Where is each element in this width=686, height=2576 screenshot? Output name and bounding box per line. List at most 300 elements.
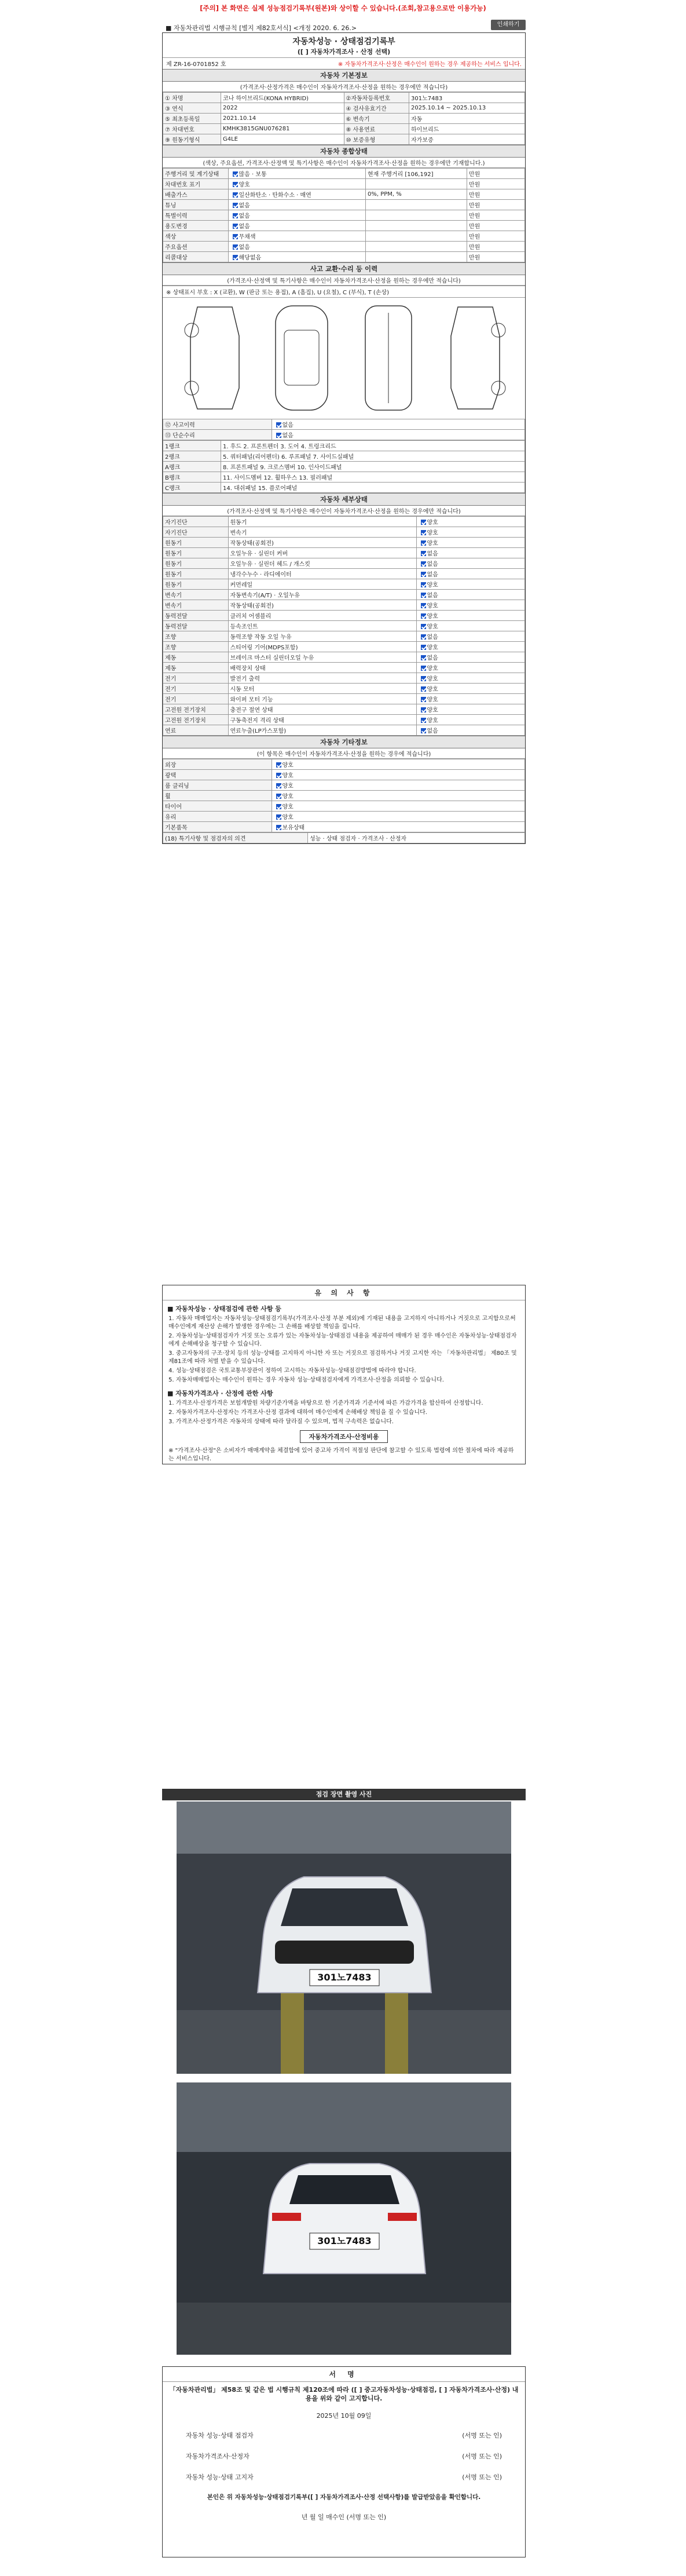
detail-status: 없음 <box>416 631 525 642</box>
checkbox[interactable] <box>233 171 238 177</box>
table-row <box>163 462 525 472</box>
general-label: 리콜대상 <box>163 252 229 262</box>
price-label: 타이어 <box>163 801 272 812</box>
general-label: 주요옵션 <box>163 242 229 252</box>
checkbox[interactable] <box>421 624 426 629</box>
general-label: 색상 <box>163 231 229 242</box>
section-general-head: 자동차 종합상태 <box>163 145 525 158</box>
general-price: 만원 <box>467 179 525 189</box>
general-status: 없음 <box>228 221 366 231</box>
general-detail <box>366 252 467 262</box>
detail-status: 양호 <box>416 704 525 715</box>
general-label: 튜닝 <box>163 200 229 210</box>
general-detail <box>366 221 467 231</box>
notice-item: 1. 가격조사·산정가격은 보험개발원 차량기준가액을 바탕으로 한 기준가격과 기준서에 따른 가감가격을 합산하여 산정합니다. <box>168 1400 483 1406</box>
section-price-head: 자동차 기타정보 <box>163 736 525 748</box>
basic-label: ⑩ 보증유형 <box>344 134 409 145</box>
general-status-table <box>163 168 525 262</box>
notice-item: 2. 자동차성능·상태점검자가 거짓 또는 오류가 있는 자동차성능·상태점검 내용을 제공하여 매매가 된 경우 매수인은 자동차성능·상태점검자에게 손해배상을 청구할 수 있습니다. <box>168 1333 517 1347</box>
basic-value: 코나 하이브리드(KONA HYBRID) <box>221 93 344 103</box>
detail-status: 없음 <box>416 652 525 663</box>
panel-rank: 1랭크 <box>163 441 221 451</box>
detail-item: 변속기 <box>228 527 416 538</box>
price-label: 광택 <box>163 770 272 780</box>
signature-lead: 「자동차관리법」 제58조 및 같은 법 시행규칙 제120조에 따라 ([ ] 중고자동차성능·상태점검, [ ] 자동차가격조사·산정) 내용을 위와 같이 고지합니다. <box>169 2386 519 2402</box>
table-row <box>163 652 525 663</box>
notice-item: 3. 가격조사·산정가격은 자동차의 상태에 따라 달라질 수 있으며, 법적 구속력은 없습니다. <box>168 1419 394 1425</box>
table-row <box>163 759 525 770</box>
notice-item: 5. 자동차매매업자는 매수인이 원하는 경우 자동차 성능·상태점검자에게 가격조사·산정을 의뢰할 수 있습니다. <box>168 1377 444 1383</box>
basic-label: ⑥ 변속기 <box>344 114 409 124</box>
detail-status: 양호 <box>416 611 525 621</box>
title-block <box>163 33 525 57</box>
basic-value: 2021.10.14 <box>221 114 344 124</box>
table-row <box>163 780 525 791</box>
checkbox[interactable] <box>421 634 426 640</box>
detail-status: 양호 <box>416 684 525 694</box>
detail-item: 작동상태(공회전) <box>228 538 416 548</box>
table-row <box>163 441 525 451</box>
accident-table <box>163 419 525 440</box>
basic-label: ④ 검사유효기간 <box>344 103 409 114</box>
detail-item: 커먼레일 <box>228 579 416 590</box>
general-price: 만원 <box>467 242 525 252</box>
basic-value: 자동 <box>409 114 525 124</box>
issue-line <box>163 57 525 69</box>
checkbox[interactable] <box>421 686 426 692</box>
signature-slot[interactable]: (서명 또는 인) <box>462 2473 502 2481</box>
signature-title: 서 명 <box>163 2367 525 2382</box>
panel-rank: B랭크 <box>163 472 221 483</box>
general-status: 해당없음 <box>228 252 366 262</box>
table-row <box>163 801 525 812</box>
detail-group: 고전원 전기장치 <box>163 715 229 725</box>
general-detail <box>366 210 467 221</box>
general-status: 일산화탄소 · 탄화수소 · 매연 <box>228 189 366 200</box>
detail-group: 전기 <box>163 684 229 694</box>
table-row <box>163 725 525 736</box>
checkbox[interactable] <box>421 728 426 733</box>
panel-list: 5. 쿼터패널(리어펜더) 6. 루프패널 7. 사이드실패널 <box>221 451 525 462</box>
checkbox[interactable] <box>421 520 426 525</box>
notice-part2-list <box>163 1399 525 1427</box>
general-detail <box>366 200 467 210</box>
panel-table <box>163 440 525 493</box>
section-price-note: (이 항목은 매수인이 자동차가격조사·산정을 원하는 경우에 적습니다) <box>163 748 525 759</box>
panel-list: 11. 사이드멤버 12. 휠하우스 13. 필러패널 <box>221 472 525 483</box>
detail-item: 스티어링 기어(MDPS포함) <box>228 642 416 652</box>
checkbox[interactable] <box>421 551 426 556</box>
detail-status: 없음 <box>416 725 525 736</box>
detail-group: 고전원 전기장치 <box>163 704 229 715</box>
detail-status: 양호 <box>416 579 525 590</box>
table-row <box>163 569 525 579</box>
checkbox[interactable] <box>276 762 281 768</box>
table-row <box>163 548 525 558</box>
detail-status: 없음 <box>416 590 525 600</box>
form-reference: ■ 자동차관리법 시행규칙 [별지 제82호서식] <개정 2020. 6. 26.> <box>166 24 357 32</box>
checkbox[interactable] <box>233 255 238 260</box>
basic-label: ②자동차등록번호 <box>344 93 409 103</box>
warning-banner: [주의] 본 화면은 실제 성능점검기록부(원본)와 상이할 수 있습니다.(조회,참고용으로만 이용가능) <box>200 4 486 12</box>
detail-group: 조향 <box>163 631 229 642</box>
detail-item: 동력조향 작동 오일 누유 <box>228 631 416 642</box>
detail-status: 없음 <box>416 569 525 579</box>
table-row <box>163 430 525 440</box>
price-label: 외장 <box>163 759 272 770</box>
inspector-label: (18) 특기사항 및 점검자의 의견 <box>163 833 308 843</box>
general-price: 만원 <box>467 231 525 242</box>
detail-item: 냉각수누수 · 라디에이터 <box>228 569 416 579</box>
table-row <box>163 517 525 527</box>
table-row <box>163 252 525 262</box>
panel-rank: 2랭크 <box>163 451 221 462</box>
table-row <box>163 472 525 483</box>
detail-group: 원동기 <box>163 558 229 569</box>
notice-block <box>162 1285 526 1464</box>
detail-group: 제동 <box>163 663 229 673</box>
detail-status: 양호 <box>416 673 525 684</box>
section-accident-note: (가격조사·산정액 및 특기사항은 매수인이 자동차가격조사·산정을 원하는 경우에만 적습니다) <box>163 275 525 286</box>
checkbox[interactable] <box>421 697 426 702</box>
basic-value: KMHK3815GNU076281 <box>221 124 344 134</box>
detail-item: 원동기 <box>228 517 416 527</box>
notice-item: 1. 자동차 매매업자는 자동차성능·상태점검기록부(가격조사·산정 부분 제외)에 기재된 내용을 고지하지 아니하거나 거짓으로 고지함으로써 매수인에게 재산상 손해가 발생한 경우에는 그 손해를 배상할 책임을 집니다. <box>168 1316 516 1330</box>
checkbox[interactable] <box>421 561 426 567</box>
basic-info-table <box>163 92 525 145</box>
table-row <box>163 221 525 231</box>
section-detail-note: (가격조사·산정액 및 특기사항은 매수인이 자동차가격조사·산정을 원하는 경우에만 적습니다) <box>163 506 525 516</box>
price-table <box>163 759 525 832</box>
page-subtitle: ([ ] 자동차가격조사 · 산정 선택) <box>297 48 391 56</box>
table-row <box>163 822 525 832</box>
checkbox[interactable] <box>421 666 426 671</box>
general-price: 만원 <box>467 189 525 200</box>
detail-item: 오일누유 · 실린더 커버 <box>228 548 416 558</box>
car-front-photo-icon <box>177 1802 511 2074</box>
signature-date: 2025년 10월 09일 <box>316 2412 372 2420</box>
checkbox[interactable] <box>421 593 426 598</box>
detail-item: 등속조인트 <box>228 621 416 631</box>
price-status: 양호 <box>272 770 525 780</box>
table-row <box>163 684 525 694</box>
detail-item: 작동상태(공회전) <box>228 600 416 611</box>
print-button[interactable]: 인쇄하기 <box>491 20 526 30</box>
basic-label: ⑤ 최초등록일 <box>163 114 221 124</box>
checkbox[interactable] <box>276 804 281 809</box>
general-price: 만원 <box>467 169 525 179</box>
table-row <box>163 631 525 642</box>
general-price: 만원 <box>467 252 525 262</box>
table-row <box>163 673 525 684</box>
table-row <box>163 134 525 145</box>
detail-status: 없음 <box>416 558 525 569</box>
price-status: 양호 <box>272 759 525 770</box>
accident-status: 없음 <box>272 419 525 430</box>
detail-group: 원동기 <box>163 579 229 590</box>
general-status: 없음 <box>228 210 366 221</box>
table-row <box>163 770 525 780</box>
notice-part1-list <box>163 1314 525 1385</box>
detail-status: 양호 <box>416 538 525 548</box>
detail-group: 연료 <box>163 725 229 736</box>
checkbox[interactable] <box>421 582 426 587</box>
table-row <box>163 600 525 611</box>
basic-label: ⑧ 사용연료 <box>344 124 409 134</box>
general-status: 양호 <box>228 179 366 189</box>
signature-role: 자동차가격조사·산정자 <box>186 2453 250 2460</box>
checkbox[interactable] <box>233 182 238 187</box>
general-label: 차대번호 표기 <box>163 179 229 189</box>
checkbox[interactable] <box>421 613 426 619</box>
checkbox[interactable] <box>233 224 238 229</box>
general-price: 만원 <box>467 200 525 210</box>
section-detail-head: 자동차 세부상태 <box>163 493 525 506</box>
table-row <box>163 93 525 103</box>
signature-rows <box>163 2425 525 2487</box>
checkbox[interactable] <box>421 603 426 608</box>
table-row <box>163 200 525 210</box>
checkbox[interactable] <box>276 433 281 438</box>
notice-title: 유 의 사 항 <box>163 1285 525 1300</box>
table-row <box>163 579 525 590</box>
car-diagram <box>163 297 525 419</box>
basic-label: ⑦ 차대번호 <box>163 124 221 134</box>
detail-item: 시동 모터 <box>228 684 416 694</box>
notice-box-note: ※ "가격조사·산정"은 소비자가 매매계약을 체결함에 있어 중고차 가격이 적절성 판단에 참고할 수 있도록 법령에 의한 절차에 따라 제공하는 서비스입니다. <box>168 1448 514 1462</box>
detail-status: 양호 <box>416 715 525 725</box>
accident-status: 없음 <box>272 430 525 440</box>
notice-item: 4. 성능·상태점검은 국토교통부장관이 정하여 고시하는 자동차성능·상태점검방법에 따라야 합니다. <box>168 1368 416 1374</box>
price-status: 양호 <box>272 791 525 801</box>
panel-rank: A랭크 <box>163 462 221 472</box>
detail-item: 오일누유 · 실린더 헤드 / 개스킷 <box>228 558 416 569</box>
general-status: 무채색 <box>228 231 366 242</box>
signature-block <box>162 2366 526 2557</box>
panel-list: 8. 프론트패널 9. 크로스멤버 10. 인사이드패널 <box>221 462 525 472</box>
rear-plate: 301노7483 <box>317 2235 372 2246</box>
detail-item: 와이퍼 모터 기능 <box>228 694 416 704</box>
photo-front <box>177 1802 511 2074</box>
detail-group: 변속기 <box>163 600 229 611</box>
general-price: 만원 <box>467 221 525 231</box>
detail-item: 자동변속기(A/T) · 오일누유 <box>228 590 416 600</box>
car-underside-icon <box>348 301 429 415</box>
table-row <box>163 812 525 822</box>
car-top-icon <box>261 301 342 415</box>
checkbox[interactable] <box>421 645 426 650</box>
table-row <box>163 791 525 801</box>
checkbox[interactable] <box>233 234 238 239</box>
general-detail: 0%, PPM, % <box>366 189 467 200</box>
basic-label: ⑨ 원동기형식 <box>163 134 221 145</box>
basic-value: 하이브리드 <box>409 124 525 134</box>
table-row <box>163 558 525 569</box>
checkbox[interactable] <box>233 213 238 218</box>
table-row <box>163 694 525 704</box>
general-detail <box>366 231 467 242</box>
panel-list: 14. 대쉬패널 15. 플로어패널 <box>221 483 525 493</box>
detail-item: 연료누출(LP가스포함) <box>228 725 416 736</box>
detail-status: 양호 <box>416 517 525 527</box>
checkbox[interactable] <box>276 422 281 427</box>
table-row <box>163 114 525 124</box>
status-legend: ※ 상태표시 부호 : X (교환), W (판금 또는 용접), A (흠집), U (요철), C (부식), T (손상) <box>163 286 525 297</box>
checkbox[interactable] <box>276 814 281 820</box>
detail-item: 클러치 어셈블리 <box>228 611 416 621</box>
price-status: 양호 <box>272 801 525 812</box>
price-label: 유리 <box>163 812 272 822</box>
photo-heading: 점검 장면 촬영 사진 <box>162 1789 526 1800</box>
table-row <box>163 621 525 631</box>
general-detail <box>366 242 467 252</box>
panel-list: 1. 후드 2. 프론트펜더 3. 도어 4. 트렁크리드 <box>221 441 525 451</box>
page-title: 자동차성능 · 상태점검기록부 <box>292 37 395 46</box>
record-sheet <box>162 32 526 844</box>
general-detail <box>366 179 467 189</box>
general-price: 만원 <box>467 210 525 221</box>
signature-slot[interactable]: (서명 또는 인) <box>462 2453 502 2460</box>
accident-label: ⑫ 사고이력 <box>163 419 272 430</box>
price-status: 양호 <box>272 780 525 791</box>
basic-label: ③ 연식 <box>163 103 221 114</box>
detail-item: 발전기 출력 <box>228 673 416 684</box>
signature-role: 자동차 성능·상태 점검자 <box>186 2432 254 2439</box>
general-label: 용도변경 <box>163 221 229 231</box>
detail-group: 동력전달 <box>163 621 229 631</box>
detail-item: 구동축전지 격리 상태 <box>228 715 416 725</box>
basic-value: 자가보증 <box>409 134 525 145</box>
signature-role: 자동차 성능·상태 고지자 <box>186 2473 254 2481</box>
car-rear-photo-icon <box>177 2082 511 2355</box>
inspector-value: 성능 · 상태 점검자 · 가격조사 · 산정자 <box>308 833 525 843</box>
section-basic-note: (가격조사·산정가격은 매수인이 자동차가격조사·산정을 원하는 경우에만 적습니다) <box>163 82 525 92</box>
general-label: 주행거리 및 계기상태 <box>163 169 229 179</box>
detail-group: 원동기 <box>163 569 229 579</box>
section-basic-head: 자동차 기본정보 <box>163 69 525 82</box>
table-row <box>163 189 525 200</box>
table-row <box>163 451 525 462</box>
panel-rank: C랭크 <box>163 483 221 493</box>
checkbox[interactable] <box>421 718 426 723</box>
detail-item: 충전구 절연 상태 <box>228 704 416 715</box>
detail-group: 전기 <box>163 694 229 704</box>
general-label: 특별이력 <box>163 210 229 221</box>
detail-status: 양호 <box>416 694 525 704</box>
detail-status: 양호 <box>416 663 525 673</box>
table-row <box>163 715 525 725</box>
signature-row <box>163 2425 525 2446</box>
price-status: 보유상태 <box>272 822 525 832</box>
table-row <box>163 611 525 621</box>
general-detail: 현재 주행거리 [106,192] <box>366 169 467 179</box>
basic-value: 2022 <box>221 103 344 114</box>
accident-label: ⑬ 단순수리 <box>163 430 272 440</box>
detail-group: 조향 <box>163 642 229 652</box>
issue-warning: ※ 자동차가격조사·산정은 매수인이 원하는 경우 제공하는 서비스 입니다. <box>338 61 522 68</box>
general-label: 배출가스 <box>163 189 229 200</box>
checkbox[interactable] <box>421 530 426 535</box>
detail-group: 원동기 <box>163 548 229 558</box>
checkbox[interactable] <box>421 572 426 577</box>
table-row <box>163 590 525 600</box>
table-row <box>163 231 525 242</box>
table-row <box>163 704 525 715</box>
basic-value: 301노7483 <box>409 93 525 103</box>
detail-status: 양호 <box>416 600 525 611</box>
signature-row <box>163 2467 525 2487</box>
checkbox[interactable] <box>421 676 426 681</box>
notice-box-wrap <box>163 1427 525 1446</box>
table-row <box>163 210 525 221</box>
checkbox[interactable] <box>233 192 238 198</box>
car-side-right-icon <box>435 301 516 415</box>
signature-foot-2: 년 월 일 매수인 (서명 또는 인) <box>301 2513 387 2521</box>
general-status: 없음 <box>228 200 366 210</box>
detail-status: 양호 <box>416 642 525 652</box>
table-row <box>163 169 525 179</box>
detail-item: 배력장치 상태 <box>228 663 416 673</box>
notice-box: 자동차가격조사·산정비용 <box>300 1430 387 1443</box>
notice-part2-title: ■ 자동차가격조사 · 산정에 관한 사항 <box>167 1390 273 1397</box>
notice-item: 3. 중고자동차의 구조·장치 등의 성능·상태를 고지하지 아니한 자 또는 거짓으로 점검하거나 거짓 고지한 자는 「자동차관리법」 제80조 및 제81조에 따라 처벌 받을 수 있습니다. <box>168 1350 517 1365</box>
inspector-table <box>163 832 525 843</box>
table-row <box>163 419 525 430</box>
checkbox[interactable] <box>276 773 281 778</box>
checkbox[interactable] <box>421 707 426 712</box>
checkbox[interactable] <box>276 783 281 788</box>
detail-status: 없음 <box>416 548 525 558</box>
price-status: 양호 <box>272 812 525 822</box>
checkbox[interactable] <box>233 244 238 250</box>
basic-value: 2025.10.14 ~ 2025.10.13 <box>409 103 525 114</box>
detail-group: 변속기 <box>163 590 229 600</box>
table-row <box>163 242 525 252</box>
table-row <box>163 663 525 673</box>
signature-slot[interactable]: (서명 또는 인) <box>462 2432 502 2439</box>
section-accident-head: 사고 교환·수리 등 이력 <box>163 262 525 275</box>
notice-part1-title: ■ 자동차성능 · 상태점검에 관한 사항 등 <box>167 1305 281 1313</box>
signature-foot: 본인은 위 자동차성능·상태점검기록부([ ] 자동차가격조사·산정 선택사항)를 발급받았음을 확인합니다. <box>207 2494 481 2501</box>
detail-group: 자기진단 <box>163 527 229 538</box>
checkbox[interactable] <box>276 825 281 830</box>
detail-group: 제동 <box>163 652 229 663</box>
detail-group: 동력전달 <box>163 611 229 621</box>
car-side-left-icon <box>174 301 255 415</box>
detail-status: 양호 <box>416 621 525 631</box>
detail-item: 브레이크 마스터 실린더오일 누유 <box>228 652 416 663</box>
detail-status: 양호 <box>416 527 525 538</box>
basic-label: ① 차명 <box>163 93 221 103</box>
table-row <box>163 538 525 548</box>
checkbox[interactable] <box>421 540 426 546</box>
price-label: 기본품목 <box>163 822 272 832</box>
checkbox[interactable] <box>233 203 238 208</box>
detail-group: 전기 <box>163 673 229 684</box>
general-status: 많음 · 보통 <box>228 169 366 179</box>
detail-group: 원동기 <box>163 538 229 548</box>
front-plate: 301노7483 <box>317 1972 372 1983</box>
price-label: 휠 <box>163 791 272 801</box>
detail-group: 자기진단 <box>163 517 229 527</box>
checkbox[interactable] <box>276 794 281 799</box>
table-row <box>163 179 525 189</box>
checkbox[interactable] <box>421 655 426 660</box>
issue-number: 제 ZR-16-0701852 호 <box>166 61 226 68</box>
general-status: 없음 <box>228 242 366 252</box>
price-label: 룸 클리닝 <box>163 780 272 791</box>
detail-table <box>163 516 525 736</box>
